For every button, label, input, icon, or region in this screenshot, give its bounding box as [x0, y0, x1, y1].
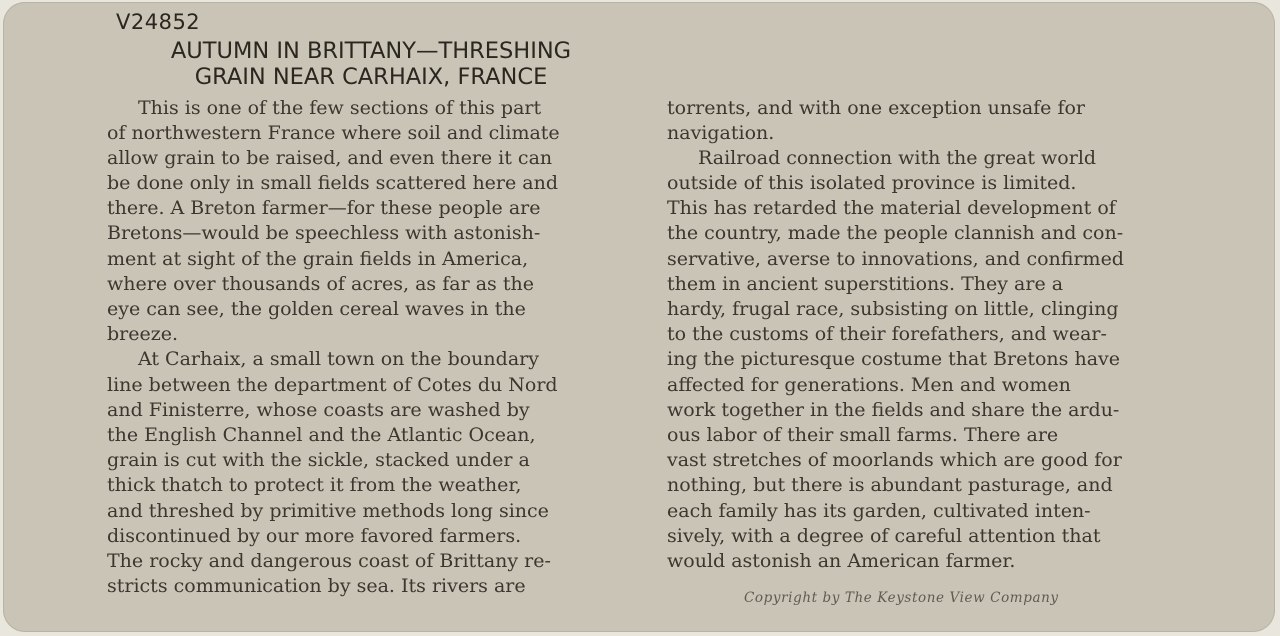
card-title-line-2: GRAIN NEAR CARHAIX, FRANCE	[194, 64, 548, 90]
text-line: would astonish an American farmer.	[667, 550, 1016, 572]
text-line: This is one of the few sections of this part	[138, 97, 542, 119]
text-line: torrents, and with one exception unsafe for	[667, 97, 1086, 119]
card-number: V24852	[116, 10, 201, 34]
text-line: work together in the fields and share the ardu-	[667, 399, 1120, 421]
text-line: the English Channel and the Atlantic Ocean,	[107, 424, 536, 446]
text-line: breeze.	[107, 323, 179, 345]
text-line: stricts communication by sea. Its rivers are	[107, 575, 526, 597]
text-line: there. A Breton farmer—for these people are	[107, 197, 541, 219]
card-title-line-1: AUTUMN IN BRITTANY—THRESHING	[170, 38, 572, 64]
text-line: outside of this isolated province is limited.	[667, 172, 1077, 194]
text-line: affected for generations. Men and women	[667, 374, 1071, 396]
text-line: nothing, but there is abundant pasturage, and	[667, 474, 1113, 496]
text-line: discontinued by our more favored farmers.	[107, 525, 522, 547]
text-line: grain is cut with the sickle, stacked under a	[107, 449, 530, 471]
text-line: be done only in small fields scattered here and	[107, 172, 559, 194]
text-line: line between the department of Cotes du Nord	[107, 374, 558, 396]
text-line: thick thatch to protect it from the weather,	[107, 474, 522, 496]
text-line: vast stretches of moorlands which are good for	[667, 449, 1122, 471]
text-line: eye can see, the golden cereal waves in the	[107, 298, 526, 320]
text-line: each family has its garden, cultivated inten-	[667, 500, 1091, 522]
text-line: Bretons—would be speechless with astonish-	[107, 222, 541, 244]
text-line: ment at sight of the grain fields in America,	[107, 248, 529, 270]
text-line: where over thousands of acres, as far as the	[107, 273, 534, 295]
text-line: servative, averse to innovations, and confirmed	[667, 248, 1124, 270]
text-line: This has retarded the material development of	[667, 197, 1116, 219]
text-line: ous labor of their small farms. There are	[667, 424, 1059, 446]
text-line: allow grain to be raised, and even there it can	[107, 147, 553, 169]
text-line: hardy, frugal race, subsisting on little, clinging	[667, 298, 1119, 320]
text-line: The rocky and dangerous coast of Brittany re-	[107, 550, 551, 572]
stereoview-card-back	[3, 2, 1275, 632]
text-line: ing the picturesque costume that Bretons have	[667, 348, 1120, 370]
card-title	[111, 38, 631, 90]
text-line: the country, made the people clannish and con-	[667, 222, 1124, 244]
text-line: of northwestern France where soil and climate	[107, 122, 560, 144]
text-line: sively, with a degree of careful attention that	[667, 525, 1101, 547]
text-line: to the customs of their forefathers, and wear-	[667, 323, 1107, 345]
text-line: navigation.	[667, 122, 775, 144]
text-line: At Carhaix, a small town on the boundary	[138, 348, 539, 370]
text-line: them in ancient superstitions. They are a	[667, 273, 1064, 295]
text-line: and Finisterre, whose coasts are washed by	[107, 399, 530, 421]
text-line: Railroad connection with the great world	[698, 147, 1097, 169]
copyright-notice: Copyright by The Keystone View Company	[744, 590, 1059, 606]
text-line: and threshed by primitive methods long since	[107, 500, 549, 522]
